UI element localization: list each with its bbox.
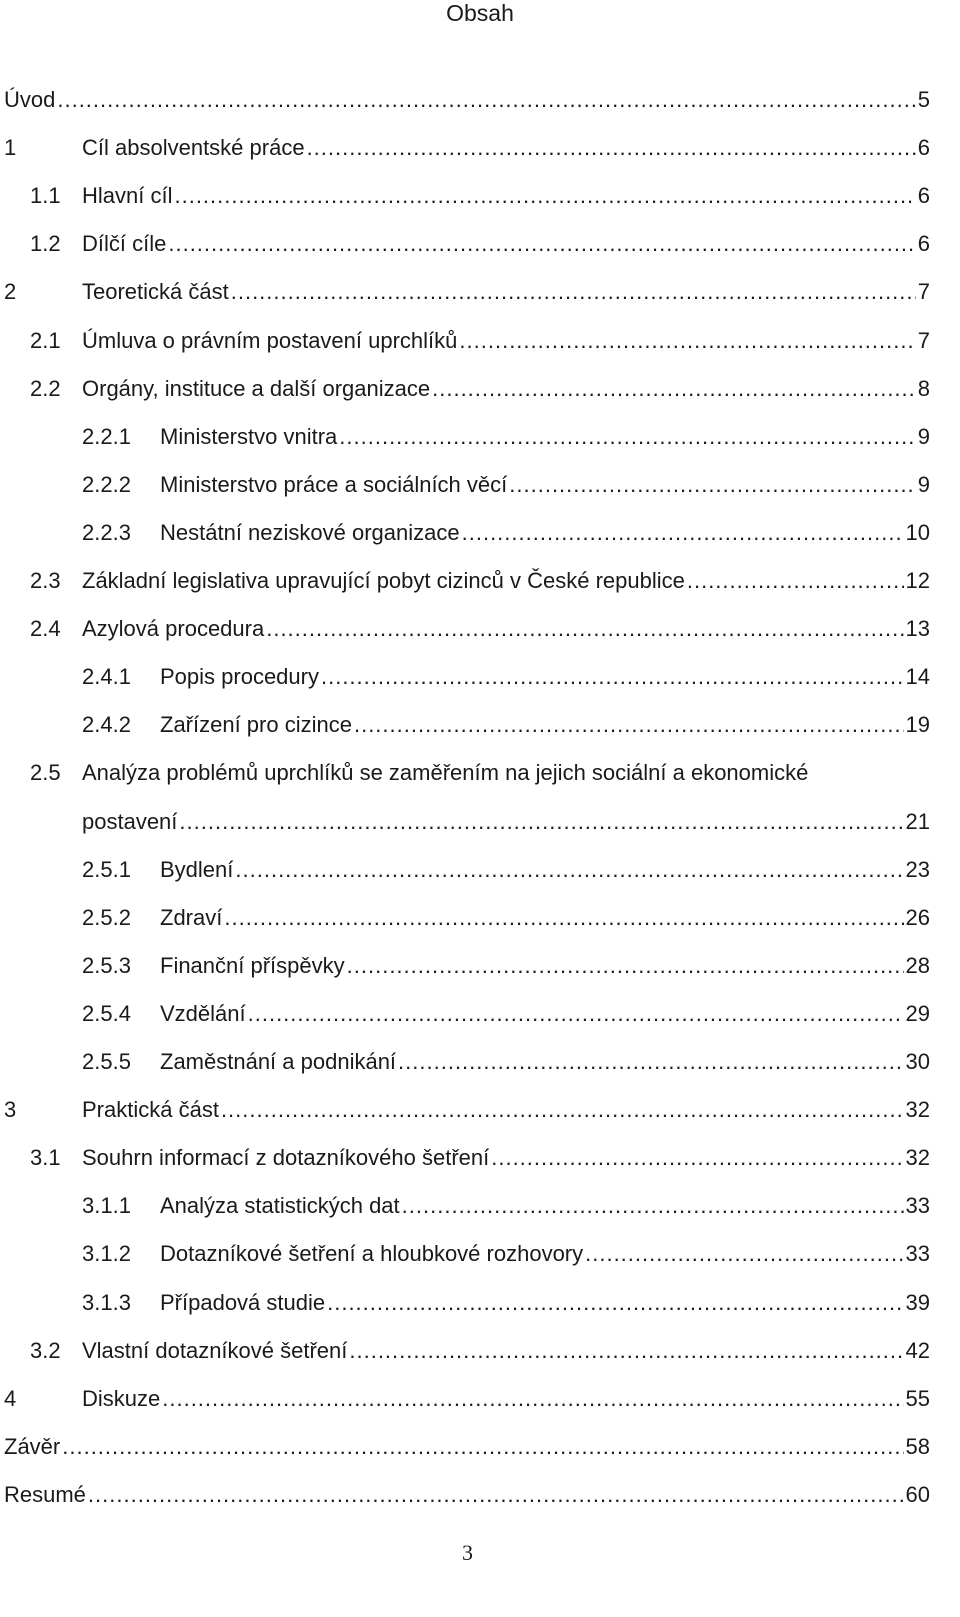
toc-entry-number: 2.2	[30, 375, 61, 401]
toc-entry[interactable]	[0, 1384, 960, 1414]
toc-entry-label: Základní legislativa upravující pobyt cizinců v České republice	[82, 568, 685, 593]
toc-entry-page: 8	[917, 375, 930, 401]
toc-entry-number: 2.5.4	[82, 1000, 131, 1026]
toc-entry-page: 29	[905, 1000, 930, 1026]
toc-entry-number: 3	[4, 1097, 17, 1123]
page-number: 3	[462, 1540, 473, 1565]
toc-entry-label: Bydlení	[160, 856, 234, 882]
toc-entry-label: Souhrn informací z dotazníkového šetření	[82, 1145, 490, 1171]
toc-entry[interactable]	[0, 855, 960, 885]
dot-leader	[459, 326, 915, 356]
dot-leader	[354, 710, 904, 740]
dot-leader	[62, 1432, 903, 1462]
toc-entry-label: Zařízení pro cizince	[160, 712, 352, 738]
toc-entry-label: Vlastní dotazníkové šetření	[82, 1337, 348, 1363]
toc-entry[interactable]	[0, 374, 960, 404]
toc-entry[interactable]	[0, 758, 960, 788]
toc-entry-number: 1	[4, 135, 17, 161]
toc-entry-number: 3.1.1	[82, 1193, 131, 1219]
dot-leader	[509, 470, 915, 500]
toc-entry-page: 21	[905, 808, 930, 834]
toc-entry-label: Hlavní cíl	[82, 183, 173, 209]
toc-entry-label: Úvod	[4, 87, 56, 112]
toc-entry-page: 5	[917, 87, 930, 112]
toc-entry-number: 2.3	[30, 568, 61, 593]
toc-entry-page: 6	[917, 231, 930, 257]
toc-entry-label: Dílčí cíle	[82, 231, 167, 257]
toc-entry[interactable]	[0, 1432, 960, 1462]
toc-entry-page: 14	[905, 664, 930, 690]
toc-entry-label: Dotazníkové šetření a hloubkové rozhovory	[160, 1241, 584, 1267]
dot-leader	[491, 1143, 903, 1173]
toc-entry-number: 2.4.1	[82, 664, 131, 690]
dot-leader	[327, 1288, 903, 1318]
toc-entry[interactable]	[0, 326, 960, 356]
dot-leader	[224, 903, 903, 933]
toc-entry-page: 7	[917, 279, 930, 305]
toc-entry-number: 2.2.2	[82, 471, 131, 497]
toc-entry[interactable]	[0, 1095, 960, 1125]
toc-entry-number: 1.2	[30, 231, 61, 257]
toc-entry[interactable]	[0, 614, 960, 644]
toc-entry-page: 6	[917, 135, 930, 161]
toc-entry[interactable]	[0, 1191, 960, 1221]
toc-entry-page: 19	[905, 712, 930, 738]
toc-entry-page: 33	[905, 1193, 930, 1219]
toc-entry-label: Finanční příspěvky	[160, 952, 345, 978]
dot-leader	[88, 1480, 904, 1510]
toc-entry-label: Orgány, instituce a další organizace	[82, 375, 431, 401]
toc-entry-label: Teoretická část	[82, 279, 229, 305]
dot-leader	[162, 1384, 903, 1414]
toc-entry-page: 10	[905, 519, 930, 545]
toc-entry-page: 58	[905, 1433, 930, 1459]
toc-entry-page: 12	[905, 568, 930, 593]
dot-leader	[168, 229, 915, 259]
toc-entry-number: 2.1	[30, 327, 61, 353]
toc-entry-number: 3.2	[30, 1337, 61, 1363]
toc-entry-label: Popis procedury	[160, 664, 319, 690]
toc-entry-page: 42	[905, 1337, 930, 1363]
toc-entry[interactable]	[0, 1288, 960, 1318]
toc-entry-label: Ministerstvo vnitra	[160, 423, 338, 449]
dot-leader	[57, 85, 915, 115]
toc-entry-label: postavení	[82, 808, 178, 834]
dot-leader	[462, 518, 904, 548]
toc-entry-label: Zaměstnání a podnikání	[160, 1049, 397, 1074]
dot-leader	[349, 1336, 903, 1366]
toc-entry-number: 2.5.3	[82, 952, 131, 978]
dot-leader	[307, 133, 916, 163]
toc-entry-label: Cíl absolventské práce	[82, 135, 305, 161]
toc-entry[interactable]	[0, 133, 960, 163]
toc-entry[interactable]	[0, 422, 960, 452]
toc-entry-page: 30	[905, 1049, 930, 1074]
toc-entry-page: 9	[917, 471, 930, 497]
toc-entry[interactable]	[0, 1143, 960, 1173]
toc-entry-page: 23	[905, 856, 930, 882]
toc-entry[interactable]	[0, 518, 960, 548]
toc-entry-number: 3.1	[30, 1145, 61, 1171]
toc-entry[interactable]	[0, 951, 960, 981]
dot-leader	[339, 422, 915, 452]
toc-entry-label: Analýza problémů uprchlíků se zaměřením na jejich sociální a ekonomické	[82, 760, 809, 786]
dot-leader	[266, 614, 903, 644]
toc-entry-label: Resumé	[4, 1481, 86, 1507]
toc-entry-label: Ministerstvo práce a sociálních věcí	[160, 471, 508, 497]
toc-entry-number: 3.1.3	[82, 1289, 131, 1315]
toc-entry-label: Azylová procedura	[82, 616, 265, 642]
toc-entry-number: 3.1.2	[82, 1241, 131, 1267]
toc-entry-label: Analýza statistických dat	[160, 1193, 400, 1219]
dot-leader	[687, 566, 904, 596]
toc-entry[interactable]	[0, 1336, 960, 1366]
toc-entry-number: 2.5.1	[82, 856, 131, 882]
dot-leader	[402, 1191, 904, 1221]
dot-leader	[321, 662, 904, 692]
toc-entry-number: 2	[4, 279, 17, 305]
toc-entry[interactable]	[0, 566, 960, 596]
toc-entry-number: 2.5	[30, 760, 61, 786]
toc-entry[interactable]	[0, 1480, 960, 1510]
toc-entry-page: 28	[905, 952, 930, 978]
toc-entry[interactable]	[0, 1047, 960, 1077]
toc-entry-page: 32	[905, 1145, 930, 1171]
toc-entry-label: Zdraví	[160, 904, 223, 930]
toc-entry-number: 4	[4, 1385, 17, 1411]
toc-entry-page: 32	[905, 1097, 930, 1123]
toc-entry-label: Diskuze	[82, 1385, 161, 1411]
dot-leader	[398, 1047, 903, 1077]
toc-entry-label: Vzdělání	[160, 1000, 246, 1026]
dot-leader	[248, 999, 904, 1029]
toc-entry[interactable]	[0, 470, 960, 500]
toc-entry[interactable]	[0, 277, 960, 307]
dot-leader	[585, 1239, 903, 1269]
toc-entry-number: 2.2.3	[82, 519, 131, 545]
toc-entry-number: 1.1	[30, 183, 61, 209]
page-title: Obsah	[446, 0, 514, 26]
toc-entry[interactable]	[0, 807, 960, 837]
dot-leader	[179, 807, 903, 837]
toc-entry-number: 2.5.2	[82, 904, 131, 930]
toc-entry-label: Úmluva o právním postavení uprchlíků	[82, 327, 458, 353]
toc-entry[interactable]	[0, 1239, 960, 1269]
toc-entry[interactable]	[0, 710, 960, 740]
toc-entry-label: Nestátní neziskové organizace	[160, 519, 460, 545]
toc-entry[interactable]	[0, 229, 960, 259]
dot-leader	[174, 181, 915, 211]
toc-entry[interactable]	[0, 903, 960, 933]
toc-entry-number: 2.4.2	[82, 712, 131, 738]
toc-entry-page: 26	[905, 904, 930, 930]
toc-entry-number: 2.2.1	[82, 423, 131, 449]
toc-entry-page: 7	[917, 327, 930, 353]
dot-leader	[231, 277, 916, 307]
dot-leader	[221, 1095, 904, 1125]
dot-leader	[432, 374, 916, 404]
dot-leader	[347, 951, 904, 981]
toc-entry-label: Případová studie	[160, 1289, 326, 1315]
toc-entry-page: 39	[905, 1289, 930, 1315]
toc-entry-label: Závěr	[4, 1433, 61, 1459]
toc-entry[interactable]	[0, 999, 960, 1029]
dot-leader	[235, 855, 903, 885]
toc-entry-page: 33	[905, 1241, 930, 1267]
toc-entry-page: 55	[905, 1385, 930, 1411]
toc-entry-number: 2.5.5	[82, 1049, 131, 1074]
toc-entry-label: Praktická část	[82, 1097, 219, 1123]
toc-entry-number: 2.4	[30, 616, 61, 642]
toc-entry-page: 60	[905, 1481, 930, 1507]
toc-entry-page: 13	[905, 616, 930, 642]
toc-entry-page: 6	[917, 183, 930, 209]
toc-entry[interactable]	[0, 181, 960, 211]
toc-entry[interactable]	[0, 85, 960, 115]
toc-entry-page: 9	[917, 423, 930, 449]
toc-entry[interactable]	[0, 662, 960, 692]
